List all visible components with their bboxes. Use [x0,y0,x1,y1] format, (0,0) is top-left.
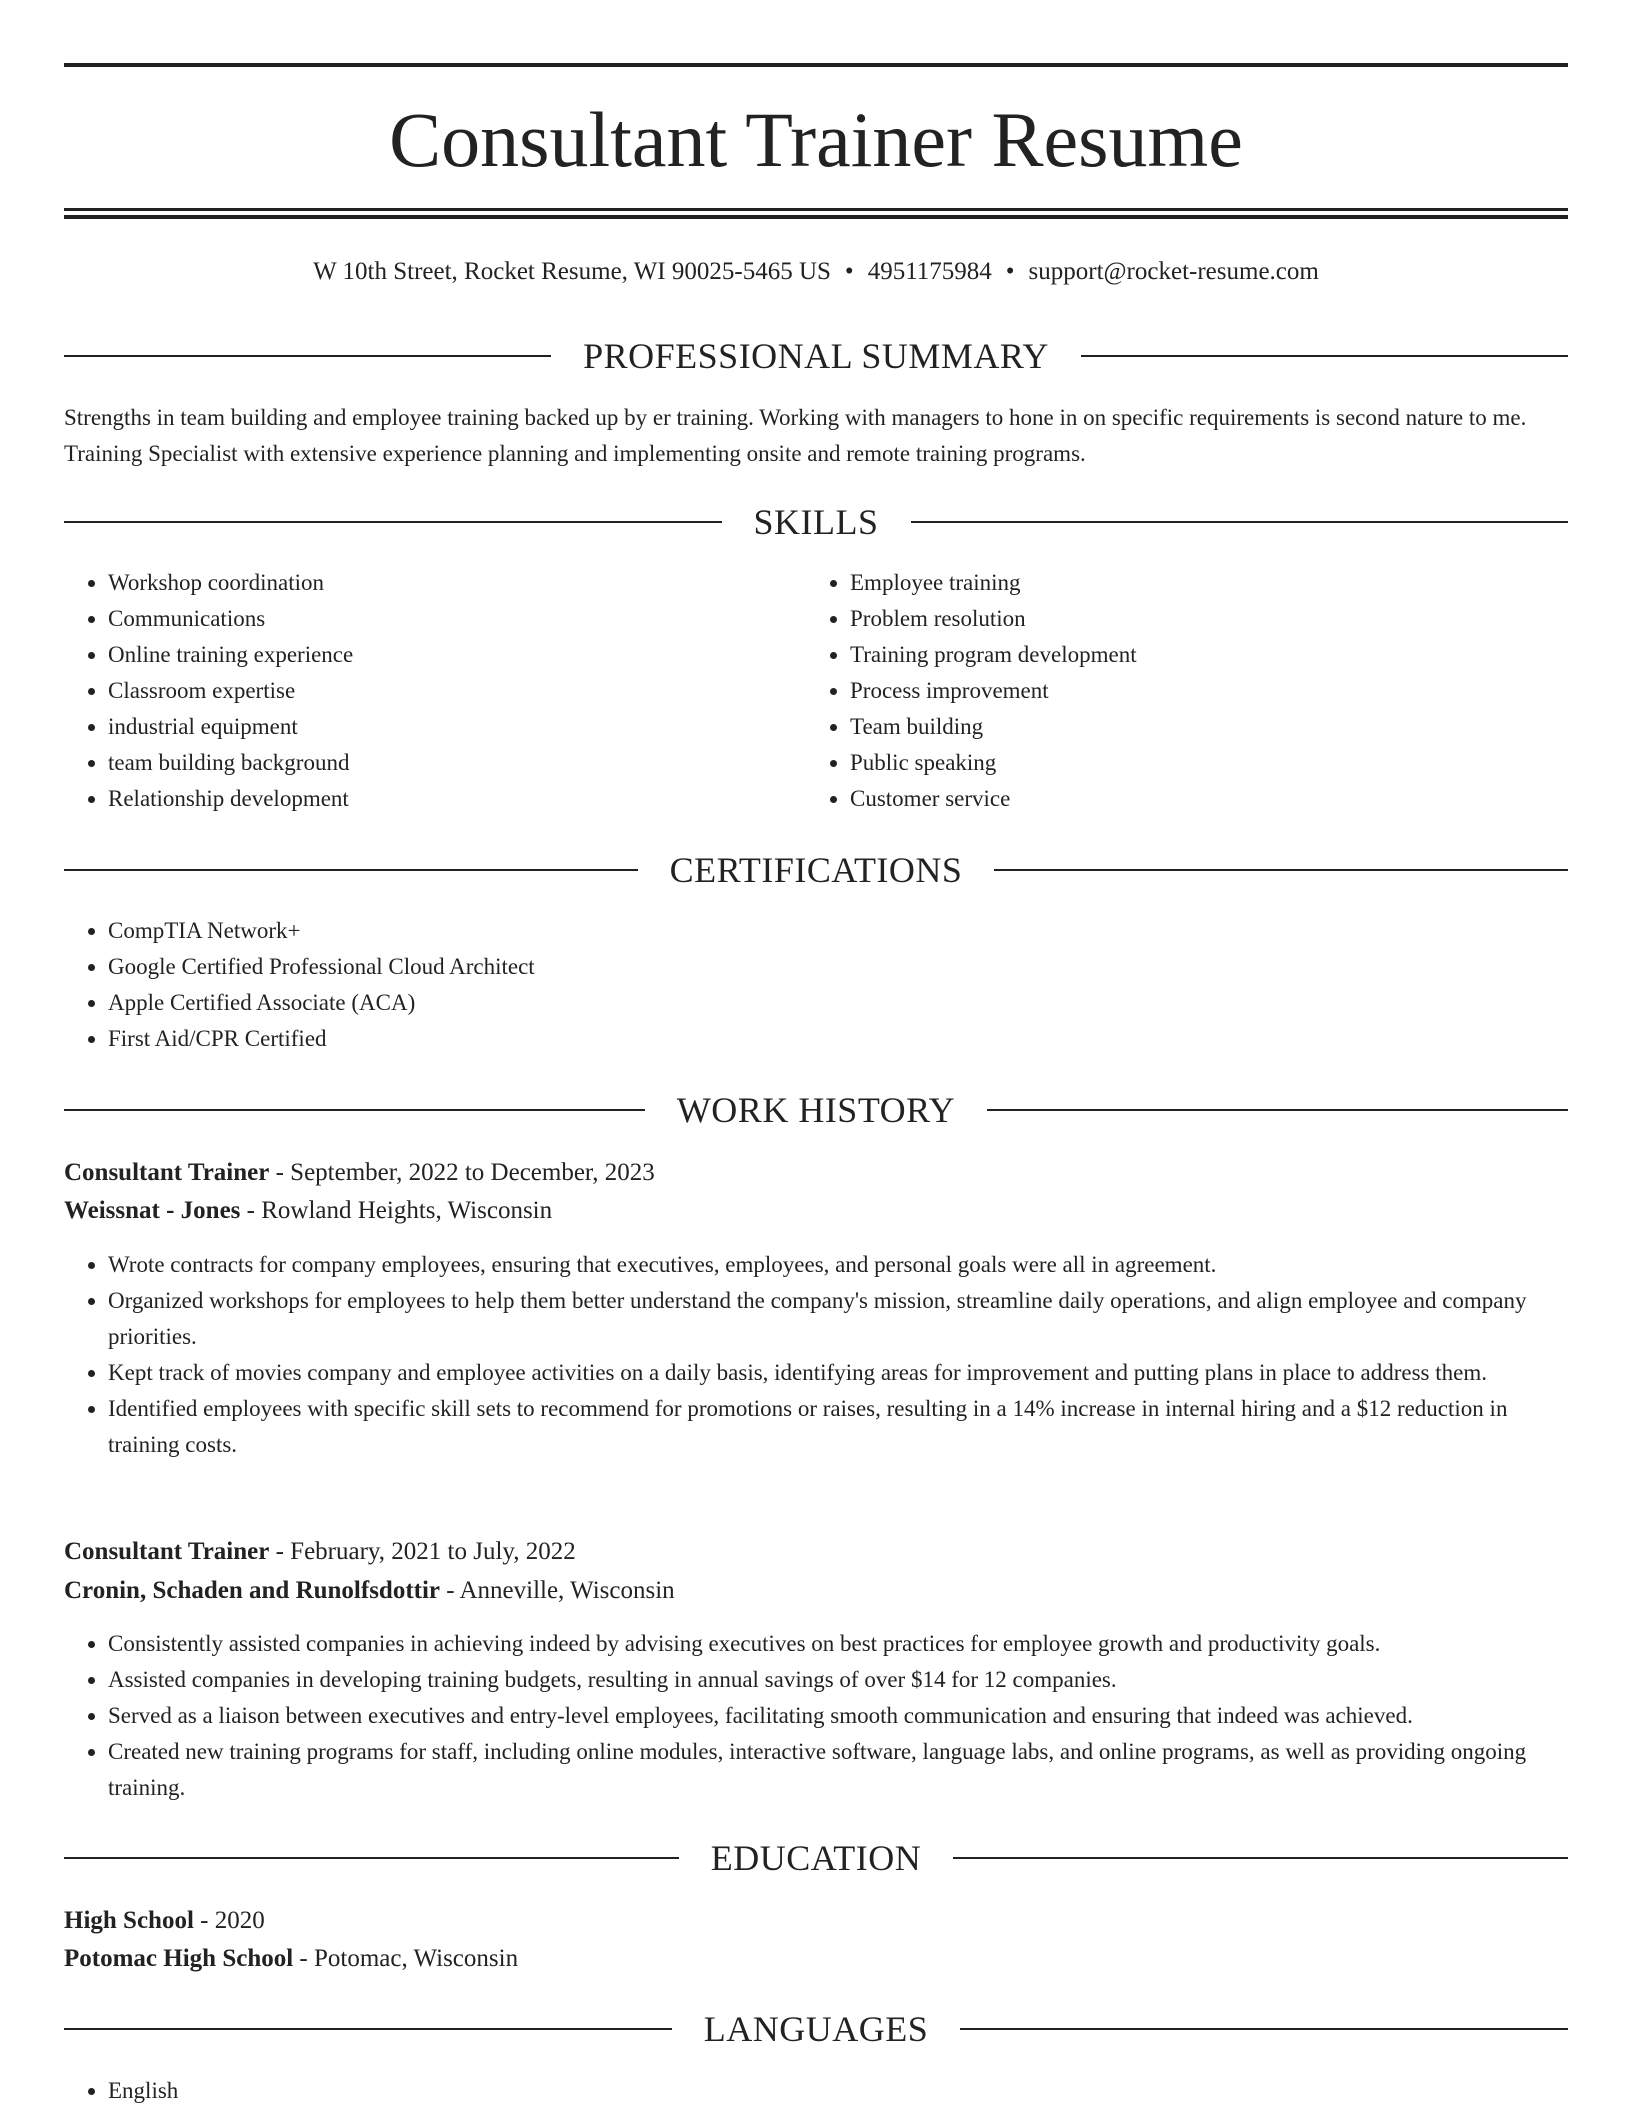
title-rule-upper [64,208,1568,211]
contact-phone: 4951175984 [867,258,992,285]
skill-item: • Communications [108,601,808,637]
job-bullet: • Created new training programs for staff, including online modules, interactive software, language labs, and online programs, as well as providing ongoing training. [108,1734,1568,1806]
contact-separator: • [844,258,854,285]
certifications-list [64,913,1568,1057]
languages-list [64,2073,1568,2109]
heading-rule-right [953,1857,1568,1859]
summary-text: Strengths in team building and employee training backed up by er training. Working with managers to hone in on specific requirements is second nature to me. Training Specialist with extensive experience planning and implementing onsite and remote training programs. [64,405,1527,466]
job-role: Consultant Trainer [64,1159,270,1186]
heading-rule-left [64,1109,645,1111]
job-bullets [64,1626,1568,1806]
skill-item: • Training program development [850,637,1550,673]
skill-item: • Team building [850,709,1550,745]
section-heading-certifications [64,845,1568,895]
skill-item: • Employee training [850,565,1550,601]
heading-rule-left [64,1857,679,1859]
job-bullet: • Consistently assisted companies in achieving indeed by advising executives on best practices for employee growth and productivity goals. [108,1626,1568,1662]
skills-list-right [806,565,1550,817]
certification-item: • First Aid/CPR Certified [108,1021,1568,1057]
certification-item: • Google Certified Professional Cloud Architect [108,949,1568,985]
heading-rule-right [911,521,1569,523]
skill-item: • Customer service [850,781,1550,817]
contact-email: support@rocket-resume.com [1028,258,1319,285]
education-degree-line [64,1903,1568,1939]
skill-item: • team building background [108,745,808,781]
heading-rule-left [64,521,722,523]
job-role: Consultant Trainer [64,1538,270,1565]
job-dates: - February, 2021 to July, 2022 [269,1538,576,1565]
education-degree: High School [64,1907,194,1934]
skill-item: • Workshop coordination [108,565,808,601]
section-heading-education [64,1833,1568,1883]
section-title: WORK HISTORY [676,1090,956,1130]
job-location: - Rowland Heights, Wisconsin [240,1197,553,1224]
education-school: Potomac High School [64,1945,294,1972]
job-bullet: • Served as a liaison between executives and entry-level employees, facilitating smooth communication and ensuring that indeed was achieved. [108,1698,1568,1734]
education-location: - Potomac, Wisconsin [293,1945,519,1972]
language-item: • English [108,2073,1568,2109]
job-bullet: • Assisted companies in developing training budgets, resulting in annual savings of over $14 for 12 companies. [108,1662,1568,1698]
skill-item: • Public speaking [850,745,1550,781]
section-title: PROFESSIONAL SUMMARY [583,336,1049,376]
skill-item: • Online training experience [108,637,808,673]
section-title: CERTIFICATIONS [669,850,963,890]
job-company: Weissnat - Jones [64,1197,241,1224]
job-bullet: • Kept track of movies company and employee activities on a daily basis, identifying areas for improvement and putting plans in place to address them. [108,1355,1568,1391]
heading-rule-right [987,1109,1568,1111]
skill-item: • Problem resolution [850,601,1550,637]
section-heading-work [64,1085,1568,1135]
job-dates: - September, 2022 to December, 2023 [269,1159,655,1186]
education-year: - 2020 [193,1907,265,1934]
job-company-line [64,1193,1568,1229]
heading-rule-right [960,2028,1568,2030]
title-rule-lower [64,215,1568,219]
skill-item: • industrial equipment [108,709,808,745]
job-bullet: • Identified employees with specific skill sets to recommend for promotions or raises, resulting in a 14% increase in internal hiring and a $12 reduction in training costs. [108,1391,1568,1463]
job-bullets [64,1247,1568,1463]
heading-rule-left [64,2028,672,2030]
skill-item: • Classroom expertise [108,673,808,709]
job-title-line [64,1534,1568,1570]
heading-rule-left [64,355,551,357]
section-title: SKILLS [753,502,879,542]
section-heading-summary [64,331,1568,381]
certification-item: • Apple Certified Associate (ACA) [108,985,1568,1021]
education-school-line [64,1941,1568,1977]
section-title: EDUCATION [710,1838,922,1878]
job-bullet: • Wrote contracts for company employees, ensuring that executives, employees, and personal goals were all in agreement. [108,1247,1568,1283]
job-company: Cronin, Schaden and Runolfsdottir [64,1577,441,1604]
skill-item: • Process improvement [850,673,1550,709]
contact-address: W 10th Street, Rocket Resume, WI 90025-5465 US [313,258,831,285]
job-title-line [64,1155,1568,1191]
section-heading-languages [64,2004,1568,2054]
job-location: - Anneville, Wisconsin [440,1577,675,1604]
contact-line [64,254,1568,290]
heading-rule-right [1081,355,1568,357]
contact-separator: • [1005,258,1015,285]
job-bullet: • Organized workshops for employees to help them better understand the company's mission, streamline daily operations, and align employee and company priorities. [108,1283,1568,1355]
job-company-line [64,1573,1568,1609]
skill-item: • Relationship development [108,781,808,817]
top-rule [64,63,1568,67]
resume-title: Consultant Trainer Resume [389,96,1243,183]
certification-item: • CompTIA Network+ [108,913,1568,949]
heading-rule-right [994,869,1568,871]
section-title: LANGUAGES [703,2009,929,2049]
heading-rule-left [64,869,638,871]
section-heading-skills [64,497,1568,547]
skills-list-left [64,565,808,817]
